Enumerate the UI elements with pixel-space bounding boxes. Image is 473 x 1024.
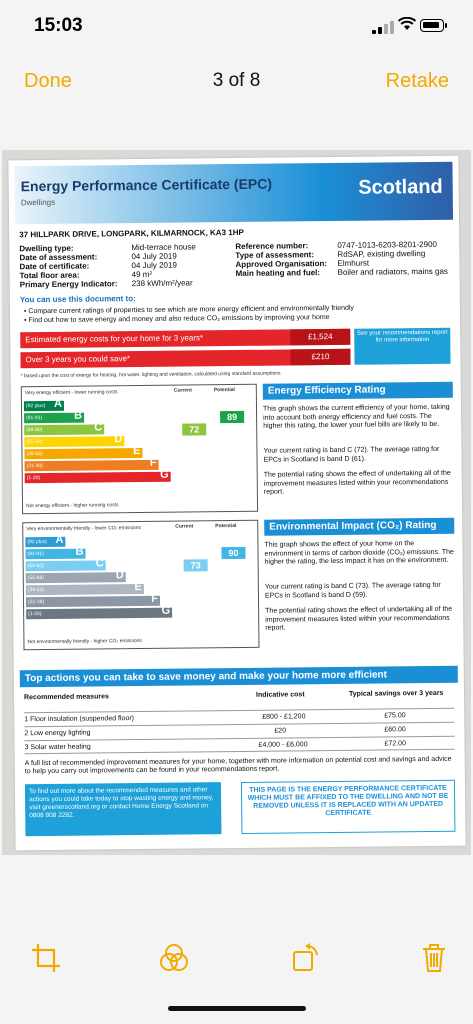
ei-top-label: Very environmentally friendly - lower CO₂ emissions	[26, 525, 142, 533]
full-list-note: A full list of recommended improvement measures for your home, together with more information on potential cost and savings and advice to help you carry out improvements can be found in your recommendations report.	[24, 755, 452, 776]
ei-text-3: The potential rating shows the effect of undertaking all of the improvement measures listed within your recommendations report.	[265, 605, 453, 632]
cost: £20	[274, 727, 287, 735]
ee-band	[24, 433, 124, 447]
ee-band	[24, 421, 104, 435]
ee-col-potential: Potential	[213, 387, 235, 394]
ee-text-1: This graph shows the current efficiency of your home, taking into account both energy efficiency and fuel costs. The higher this rating, the lower your fuel bills are likely to be.	[262, 403, 450, 430]
ee-chart	[21, 384, 258, 514]
cost-label: Estimated energy costs for your home for 3 years*	[25, 333, 204, 345]
value: Mid-terrace house	[131, 242, 196, 253]
ei-band	[26, 592, 160, 607]
bullet-text: Compare current ratings of properties to see which are more energy efficient and environmentally friendly	[28, 304, 354, 316]
done-button[interactable]: Done	[24, 70, 72, 92]
value: 238 kWh/m²/year	[131, 278, 193, 289]
saving: £72.00	[384, 740, 406, 748]
band-range: (1-20)	[26, 475, 41, 482]
battery-icon	[420, 19, 444, 32]
filter-icon[interactable]	[158, 942, 190, 974]
measure: 2 Low energy lighting	[24, 729, 91, 738]
value: 49 m²	[131, 269, 153, 280]
value: Boiler and radiators, mains gas	[337, 266, 448, 277]
see-recommendations-box: See your recommendations report for more information	[354, 328, 450, 365]
top-actions-heading: Top actions you can take to save money and make your home more efficient	[20, 666, 458, 688]
epc-title: Energy Performance Certificate (EPC)	[20, 175, 273, 195]
band-letter: C	[94, 421, 103, 434]
battery-tip	[445, 23, 447, 28]
band-letter: F	[151, 592, 159, 605]
key: Date of assessment:	[19, 252, 98, 263]
key: Dwelling type:	[19, 243, 74, 254]
based-on-note: * based upon the cost of energy for heating, hot water, lighting and ventilation, calculated using standard assumptions	[20, 370, 281, 380]
band-letter: F	[149, 456, 157, 469]
band-letter: B	[75, 545, 84, 558]
use-doc-heading: You can use this document to:	[19, 294, 136, 305]
band-range: (92 plus)	[27, 538, 47, 546]
key: Reference number:	[235, 241, 309, 252]
ee-band	[24, 397, 64, 411]
left-values	[131, 242, 231, 288]
ee-text-3: The potential rating shows the effect of undertaking all of the improvement measures listed within your recommendations report.	[263, 469, 451, 496]
key: Approved Organisation:	[235, 259, 328, 270]
band-letter: E	[134, 581, 142, 594]
band-letter: G	[160, 468, 169, 481]
footer-info-box: To find out more about the recommended measures and other actions you could take today to stop wasting energy and money, visit greenerscotland.org or contact Home Energy Scotland on 0808 808 2282.	[25, 782, 222, 836]
measure: 1 Floor insulation (suspended floor)	[24, 715, 135, 724]
saving-label: Over 3 years you could save*	[25, 354, 131, 365]
measure: 3 Solar water heating	[24, 743, 91, 752]
band-range: (21-38)	[27, 599, 45, 606]
status-time: 15:03	[34, 15, 83, 36]
cost: £4,000 - £6,000	[258, 741, 308, 749]
band-range: (55-68)	[27, 575, 44, 582]
band-range: (69-80)	[27, 563, 44, 570]
ee-band	[25, 456, 159, 471]
ee-potential-rating: 89	[220, 411, 244, 423]
home-indicator	[168, 1006, 306, 1011]
ee-top-label: Very energy efficient - lower running costs	[24, 389, 118, 397]
ei-band	[26, 604, 172, 620]
ei-bottom-label: Not environmentally friendly - higher CO₂ emissions	[27, 638, 142, 646]
band-letter: E	[133, 445, 141, 458]
header-savings: Typical savings over 3 years	[348, 689, 444, 698]
page-counter: 3 of 8	[212, 70, 261, 91]
band-letter: D	[114, 433, 123, 446]
band-range: (1-20)	[28, 611, 42, 618]
key: Main heating and fuel:	[235, 268, 321, 279]
ee-bottom-label: Not energy efficient - higher running costs	[25, 502, 119, 510]
signal-icon	[372, 20, 394, 34]
value: Elmhurst	[337, 258, 370, 268]
ei-band	[26, 557, 106, 571]
ee-band	[24, 445, 142, 459]
ei-potential-rating: 90	[221, 547, 245, 559]
ei-text-2: Your current rating is band C (73). The average rating for EPCs in Scotland is band D (59).	[264, 581, 441, 600]
bullet-find-out: • Find out how to save energy and money and also reduce CO₂ emissions by improving your home	[24, 314, 330, 325]
band-letter: D	[115, 569, 124, 582]
ee-band	[24, 409, 84, 424]
band-range: (21-38)	[26, 463, 43, 470]
value: 0747-1013-6203-8201-2900	[337, 239, 437, 250]
scanned-document	[2, 150, 471, 855]
epc-region: Scotland	[358, 175, 443, 199]
band-range: (39-54)	[27, 587, 45, 594]
value: 04 July 2019	[131, 260, 177, 271]
ei-text-1: This graph shows the effect of your home on the environment in terms of carbon dioxide (CO₂) emissions. The higher the rating, the less impact it has on the environment.	[264, 540, 454, 566]
value: 04 July 2019	[131, 251, 177, 262]
ei-heading: Environmental Impact (CO₂) Rating	[264, 518, 454, 536]
ee-band	[25, 468, 171, 484]
ei-col-potential: Potential	[215, 523, 237, 530]
ei-band	[25, 545, 85, 560]
band-letter: A	[55, 533, 64, 546]
band-range: (81-91)	[26, 415, 43, 422]
ee-text-2: Your current rating is band C (72). The average rating for EPCs in Scotland is band D (61).	[263, 445, 440, 464]
trash-icon[interactable]	[418, 942, 450, 974]
saving: £60.00	[384, 726, 406, 734]
left-keys	[19, 243, 124, 289]
key: Type of assessment:	[235, 250, 314, 261]
right-values	[337, 240, 452, 277]
bullet-text: Find out how to save energy and money and also reduce CO₂ emissions by improving your home	[28, 314, 330, 325]
band-letter: G	[161, 604, 171, 617]
band-range: (39-54)	[26, 451, 43, 458]
table-header	[23, 689, 454, 702]
key: Primary Energy Indicator:	[19, 279, 118, 290]
band-range: (55-68)	[26, 439, 43, 446]
band-letter: B	[74, 409, 83, 422]
ee-current-rating: 72	[182, 423, 206, 435]
value: RdSAP, existing dwelling	[337, 249, 426, 259]
epc-sheet	[8, 156, 465, 851]
ei-band	[25, 533, 65, 547]
footer-notice-box: THIS PAGE IS THE ENERGY PERFORMANCE CERTIFICATE WHICH MUST BE AFFIXED TO THE DWELLING AND NOT BE REMOVED UNLESS IT IS REPLACED WITH AN UPDATED CERTIFICATE	[241, 780, 456, 834]
ei-band	[26, 569, 126, 583]
ee-heading: Energy Efficiency Rating	[263, 382, 453, 400]
cost-value: £1,524	[290, 329, 350, 346]
epc-header	[14, 162, 453, 225]
nav-bar	[0, 50, 473, 110]
epc-subtitle: Dwellings	[20, 197, 56, 208]
band-range: (69-80)	[26, 427, 43, 434]
ei-band	[26, 581, 144, 595]
status-bar	[0, 0, 473, 50]
ei-chart	[22, 520, 259, 650]
saving: £75.00	[384, 712, 406, 720]
table-row	[24, 708, 454, 724]
ei-col-current: Current	[175, 523, 194, 530]
retake-button[interactable]: Retake	[385, 70, 449, 92]
rotate-icon[interactable]	[290, 942, 322, 974]
key: Date of certificate:	[19, 261, 90, 272]
band-range: (92 plus)	[25, 403, 46, 410]
ei-current-rating: 73	[184, 559, 208, 571]
band-letter: C	[95, 557, 104, 570]
ee-col-current: Current	[173, 387, 192, 394]
bullet-compare: • Compare current ratings of properties to see which are more energy efficient and environmentally friendly	[23, 304, 354, 316]
table-row	[24, 736, 454, 755]
band-range: (81-91)	[27, 551, 44, 558]
band-letter: A	[53, 397, 63, 410]
property-address: 37 HILLPARK DRIVE, LONGPARK, KILMARNOCK, KA3 1HP	[19, 227, 244, 240]
cost: £800 - £1,200	[262, 713, 306, 721]
key: Total floor area:	[19, 270, 80, 281]
saving-value: £210	[290, 349, 350, 366]
header-measures: Recommended measures	[23, 693, 109, 702]
crop-icon[interactable]	[30, 942, 62, 974]
header-cost: Indicative cost	[255, 691, 305, 699]
wifi-icon	[398, 17, 416, 36]
right-keys	[235, 241, 335, 278]
